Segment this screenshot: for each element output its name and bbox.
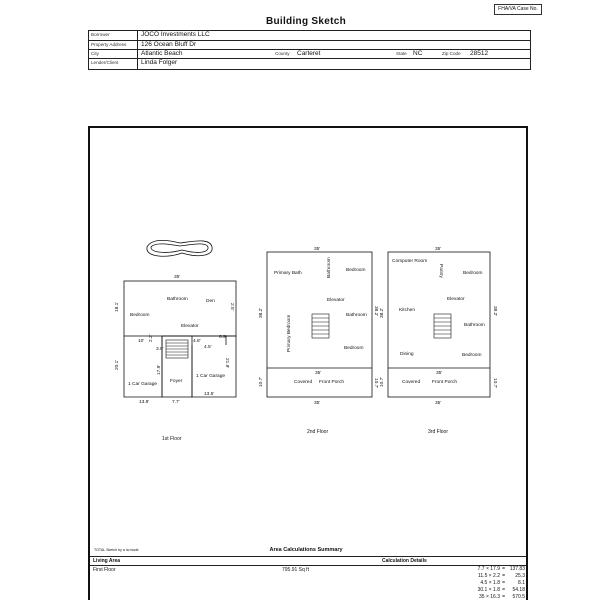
borrower-label: Borrower [91, 32, 110, 37]
floor2-labels [258, 246, 379, 435]
floor2-caption: 2nd Floor [307, 429, 329, 435]
floor1-dim-10: 10' [138, 339, 145, 344]
floor3-room-pantry: Pantry [438, 264, 443, 278]
floor1-dim-2-5: 2.5' [229, 303, 234, 311]
area-calculations-table [90, 556, 526, 601]
floor2-covered: Covered [294, 380, 313, 385]
floor1-dim-13-8: 13.8' [139, 400, 150, 405]
lender-value: Linda Folger [141, 59, 178, 66]
state-label: State [396, 51, 407, 56]
floor3-caption: 3rd Floor [428, 429, 449, 435]
floor3-width-top: 35' [435, 247, 442, 252]
floor2-width-bottom: 35' [314, 401, 321, 406]
floor1-room-garage-left: 1 Car Garage [128, 382, 158, 387]
floor2-porch-width: 35' [315, 371, 322, 376]
floor1-dim-6-9: 6.9' [219, 335, 227, 340]
floor1-room-bedroom: Bedroom [130, 313, 150, 318]
floor1-dim-4-5: 4.5' [204, 345, 212, 350]
calc-expr: 11.5 × 2.2 [477, 573, 500, 579]
first-floor-label: First Floor [93, 567, 116, 573]
city-label: City [91, 51, 99, 56]
zip-value: 28512 [470, 50, 489, 57]
area-table-header [90, 557, 526, 566]
calc-expr: 30.1 × 1.8 [477, 587, 500, 593]
address-label: Property Address [91, 42, 127, 47]
fha-case-number-box: FHA/VA Case No. [494, 4, 542, 15]
floor3-room-dining: Dining [400, 352, 414, 357]
calc-result: 54.18 [512, 587, 525, 593]
calc-row [470, 566, 526, 573]
floor1-dim-left: 18.1' [115, 301, 120, 312]
first-floor-area: 795.91 Sq ft [282, 567, 309, 573]
floor1-dim-4-8: 4.8' [193, 339, 201, 344]
floor3-depth-left: 38.2' [380, 307, 385, 318]
floor2-room-bedroom: Bedroom [344, 346, 364, 351]
floor2-front-porch: Front Porch [319, 380, 345, 385]
floor1-dim-21-9: 21.9' [224, 358, 229, 369]
calc-result: 25.3 [515, 573, 525, 579]
calc-row [470, 580, 526, 587]
floor2-depth-left: 38.2' [259, 307, 264, 318]
floor2-porch-right: 10.7' [373, 378, 378, 389]
address-value: 126 Ocean Bluff Dr [141, 41, 197, 48]
floor3-porch-right: 10.7' [492, 378, 497, 389]
floor1-room-elevator: Elevator [181, 324, 199, 329]
floor2-room-bathroom-top: Bathroom [327, 257, 332, 278]
floor2-room-primary-bedroom: Primary Bedroom [287, 314, 292, 352]
floor3-front-porch: Front Porch [432, 380, 458, 385]
borrower-value: JOCO Investments LLC [141, 31, 210, 38]
floor3-room-elevator: Elevator [447, 297, 465, 302]
floor3-room-bedroom-top: Bedroom [463, 271, 483, 276]
floor1-dim-7-7: 7.7' [172, 400, 180, 405]
calculation-details-header: Calculation Details [382, 558, 427, 564]
calc-result: 137.83 [509, 566, 525, 572]
floor1-dim-2-2: 2.2' [149, 334, 154, 342]
floor3-room-bathroom: Bathroom [464, 323, 485, 328]
floor3-room-computer: Computer Room [392, 259, 428, 264]
floor3-room-bedroom: Bedroom [462, 353, 482, 358]
calc-eq: = [502, 594, 505, 600]
floor3-width-bottom: 35' [435, 401, 442, 406]
living-area-header: Living Area [93, 558, 121, 564]
page-title: Building Sketch [265, 16, 347, 27]
calc-eq: = [502, 587, 505, 593]
floor1-room-foyer: Foyer [170, 379, 183, 384]
state-value: NC [413, 50, 423, 57]
floor1-dim-13-5: 13.5' [204, 392, 215, 397]
calc-result: 8.1 [518, 580, 525, 586]
calc-expr: 4.5 × 1.8 [480, 580, 500, 586]
lender-label: Lender/Client [91, 60, 119, 65]
floor1-room-den: Den [206, 299, 215, 304]
floor2-width-top: 35' [314, 247, 321, 252]
pool-shape [147, 240, 212, 256]
floor3-porch-left: 10.7' [380, 376, 385, 387]
floor3-depth-right: 38.2' [492, 306, 497, 317]
floor2-room-elevator: Elevator [327, 298, 345, 303]
floor3-covered: Covered [402, 380, 421, 385]
floor3-room-kitchen: Kitchen [399, 308, 415, 313]
floor2-room-bathroom: Bathroom [346, 313, 367, 318]
sketch-software-note: TOTAL Sketch by a la mode [94, 548, 139, 552]
calc-result: 570.5 [512, 594, 525, 600]
calc-eq: = [502, 566, 505, 572]
floor1-caption: 1st Floor [162, 436, 182, 442]
floor1-dim-3-8: 3.8' [156, 347, 164, 352]
floor3-porch-width: 35' [436, 371, 443, 376]
calc-eq: = [502, 580, 505, 586]
floor1-dim-17-9: 17.9' [157, 364, 162, 375]
floor3-labels [379, 246, 498, 435]
floor1-dim-20-1: 20.1' [115, 359, 120, 370]
floor2-porch-left: 10.7' [259, 376, 264, 387]
floor2-room-bedroom-top: Bedroom [346, 268, 366, 273]
city-value: Atlantic Beach [141, 50, 183, 57]
calc-eq: = [502, 573, 505, 579]
area-summary-title: Area Calculations Summary [269, 547, 343, 553]
zip-label: Zip Code [442, 51, 461, 56]
floor1-room-bathroom: Bathroom [167, 297, 188, 302]
calc-expr: 35 × 16.3 [479, 594, 500, 600]
county-label: County [275, 51, 290, 56]
floor2-depth-right: 38.2' [373, 306, 378, 317]
calc-expr: 7.7 × 17.9 [477, 566, 500, 572]
floor2-room-primary-bath: Primary Bath [274, 271, 302, 276]
county-value: Carteret [297, 50, 321, 57]
calc-row [470, 573, 526, 580]
floor1-room-garage-right: 1 Car Garage [196, 374, 226, 379]
calc-row [470, 587, 526, 594]
floor1-width-top: 35' [174, 275, 181, 280]
